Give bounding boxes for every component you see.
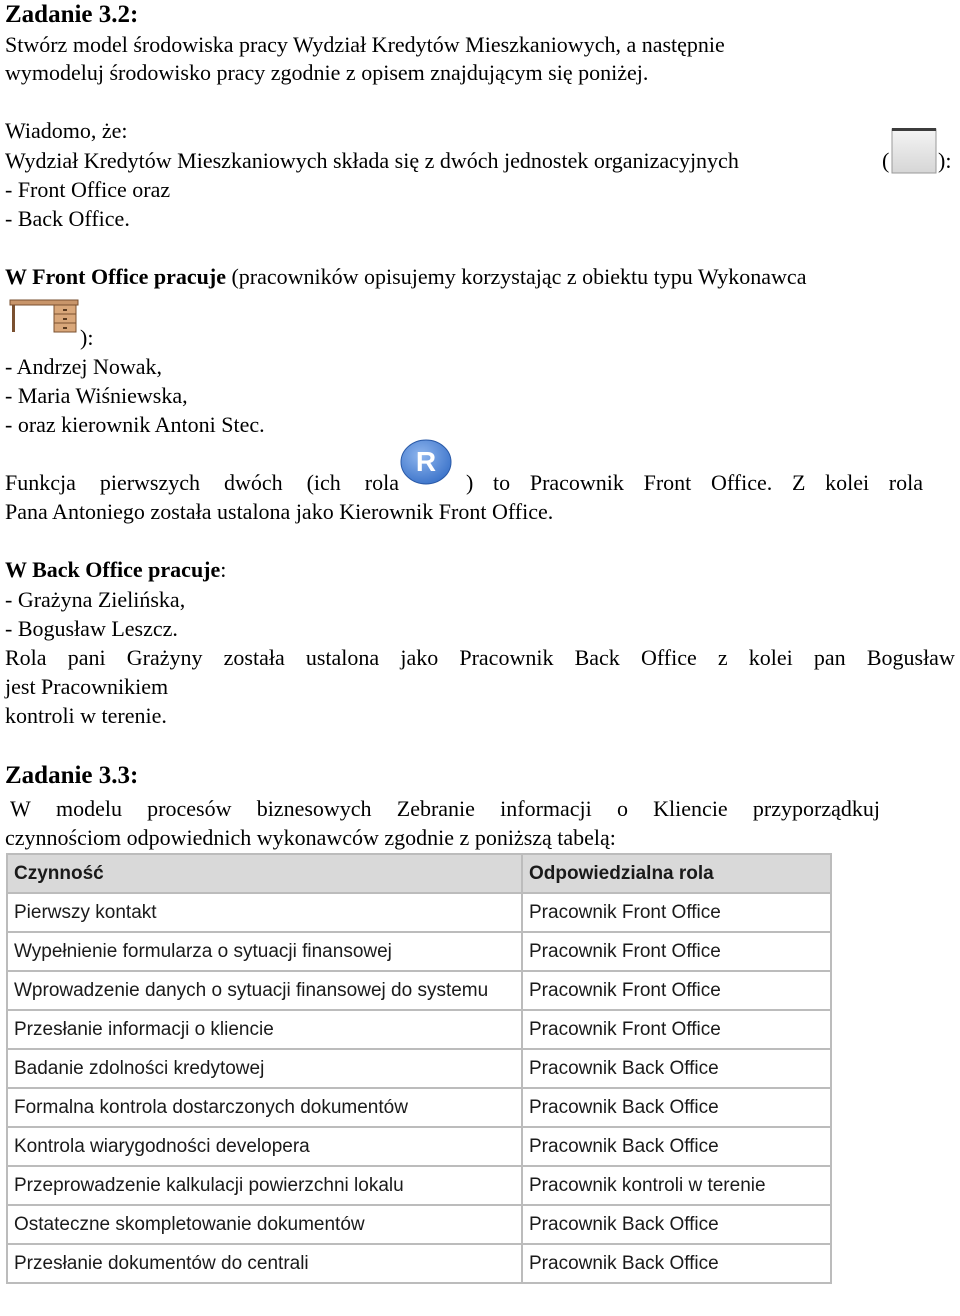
table-row [7,971,831,1010]
role-cell: Pracownik Front Office [522,893,831,932]
activity-cell: Wypełnienie formularza o sytuacji finansowej [7,932,522,971]
text-word: Zebranie [396,796,475,821]
department-paren-open: ( [882,148,890,173]
text-word: Rola [5,645,47,670]
front-office-person: - Andrzej Nowak, [5,354,163,379]
table-row [7,1166,831,1205]
text-word: pierwszych [99,470,201,495]
role-cell: Pracownik Back Office [522,1244,831,1283]
activity-cell: Przeprowadzenie kalkulacji powierzchni lokalu [7,1166,522,1205]
text-word: Pracownik [459,645,554,670]
activity-cell: Przesłanie dokumentów do centrali [7,1244,522,1283]
department-paren-close: ): [938,148,952,173]
task-33-heading: Zadanie 3.3: [5,762,139,789]
task-32-heading: Zadanie 3.2: [5,1,139,28]
text-word: Pracownik [529,470,624,495]
org-unit-icon [890,125,938,177]
text-word: modelu [55,796,122,821]
text-word: informacji [500,796,592,821]
unit-item: - Front Office oraz [5,177,171,202]
activity-cell: Kontrola wiarygodności developera [7,1127,522,1166]
table-row [7,1244,831,1283]
role-r-icon [399,438,453,486]
roles-line-2: jest Pracownikiem [5,674,169,699]
text-word: dwóch [223,470,283,495]
back-office-person: - Bogusław Leszcz. [5,616,178,641]
back-office-line [5,557,226,583]
text-word: Funkcja [5,470,76,495]
text-word: Front [643,470,692,495]
task-32-intro-line-2: wymodeluj środowisko pracy zgodnie z opisem znajdującym się poniżej. [5,60,649,85]
text-word: pan [813,645,846,670]
text-word: W [10,796,31,821]
table-row [7,893,831,932]
text-word: została [223,645,285,670]
text-word: rola [888,470,923,495]
role-cell: Pracownik Front Office [522,971,831,1010]
desk-performer-icon [8,298,80,334]
role-cell: Pracownik Back Office [522,1205,831,1244]
table-row [7,1127,831,1166]
text-word: przyporządkuj [752,796,880,821]
text-word: Grażyny [126,645,203,670]
table-row [7,932,831,971]
text-word: kolei [825,470,870,495]
table-row [7,1088,831,1127]
task-33-intro-line-1 [10,796,880,822]
activity-cell: Badanie zdolności kredytowej [7,1049,522,1088]
text-word: jako [400,645,439,670]
roles-line-3: kontroli w terenie. [5,703,167,728]
front-office-bold: W Front Office pracuje [5,264,226,289]
task-32-intro-line-1: Stwórz model środowiska pracy Wydział Kredytów Mieszkaniowych, a następnie [5,32,725,57]
text-word: z [717,645,728,670]
column-header-role: Odpowiedzialna rola [522,854,831,893]
role-cell: Pracownik Back Office [522,1127,831,1166]
text-word: kolei [748,645,793,670]
front-office-person: - Maria Wiśniewska, [5,383,188,408]
column-header-activity: Czynność [7,854,522,893]
role-cell: Pracownik kontroli w terenie [522,1166,831,1205]
text-word: Office [640,645,697,670]
activity-cell: Ostateczne skompletowanie dokumentów [7,1205,522,1244]
function-line-2: Pana Antoniego została ustalona jako Kierownik Front Office. [5,499,554,524]
function-line-left [5,470,399,496]
role-cell: Pracownik Front Office [522,932,831,971]
text-word: Z [791,470,806,495]
text-word: pani [67,645,106,670]
text-word: to [493,470,511,495]
text-word: Kliencie [653,796,728,821]
text-word: procesów [147,796,232,821]
table-header-row [7,854,831,893]
activity-cell: Wprowadzenie danych o sytuacji finansowej do systemu [7,971,522,1010]
front-office-line [5,264,806,290]
text-word: ustalona [305,645,380,670]
role-cell: Pracownik Back Office [522,1088,831,1127]
task-33-intro-line-2: czynnościom odpowiednich wykonawców zgodnie z poniższą tabelą: [5,825,616,850]
front-office-rest: (pracowników opisujemy korzystając z obiektu typu Wykonawca [225,264,807,289]
text-word: biznesowych [256,796,372,821]
activity-cell: Formalna kontrola dostarczonych dokumentów [7,1088,522,1127]
front-office-person: - oraz kierownik Antoni Stec. [5,412,265,437]
activity-cell: Przesłanie informacji o kliencie [7,1010,522,1049]
table-row [7,1010,831,1049]
role-cell: Pracownik Back Office [522,1049,831,1088]
unit-item: - Back Office. [5,206,130,231]
role-cell: Pracownik Front Office [522,1010,831,1049]
table-row [7,1205,831,1244]
text-word: ) [466,470,474,495]
department-line: Wydział Kredytów Mieszkaniowych składa się z dwóch jednostek organizacyjnych [5,148,739,173]
back-office-rest: : [220,557,227,582]
table-row [7,1049,831,1088]
text-word: Bogusław [866,645,955,670]
svg-text:R: R [415,446,437,477]
back-office-person: - Grażyna Zielińska, [5,587,186,612]
known-line: Wiadomo, że: [5,118,128,143]
text-word: Back [574,645,620,670]
text-word: (ich [306,470,341,495]
text-word: Office. [710,470,773,495]
text-word: rola [364,470,399,495]
front-office-close: ): [80,325,94,350]
function-line-right [466,470,923,496]
activity-role-table [6,853,832,1284]
text-word: o [616,796,628,821]
activity-cell: Pierwszy kontakt [7,893,522,932]
back-office-bold: W Back Office pracuje [5,557,221,582]
roles-line-1 [5,645,955,671]
